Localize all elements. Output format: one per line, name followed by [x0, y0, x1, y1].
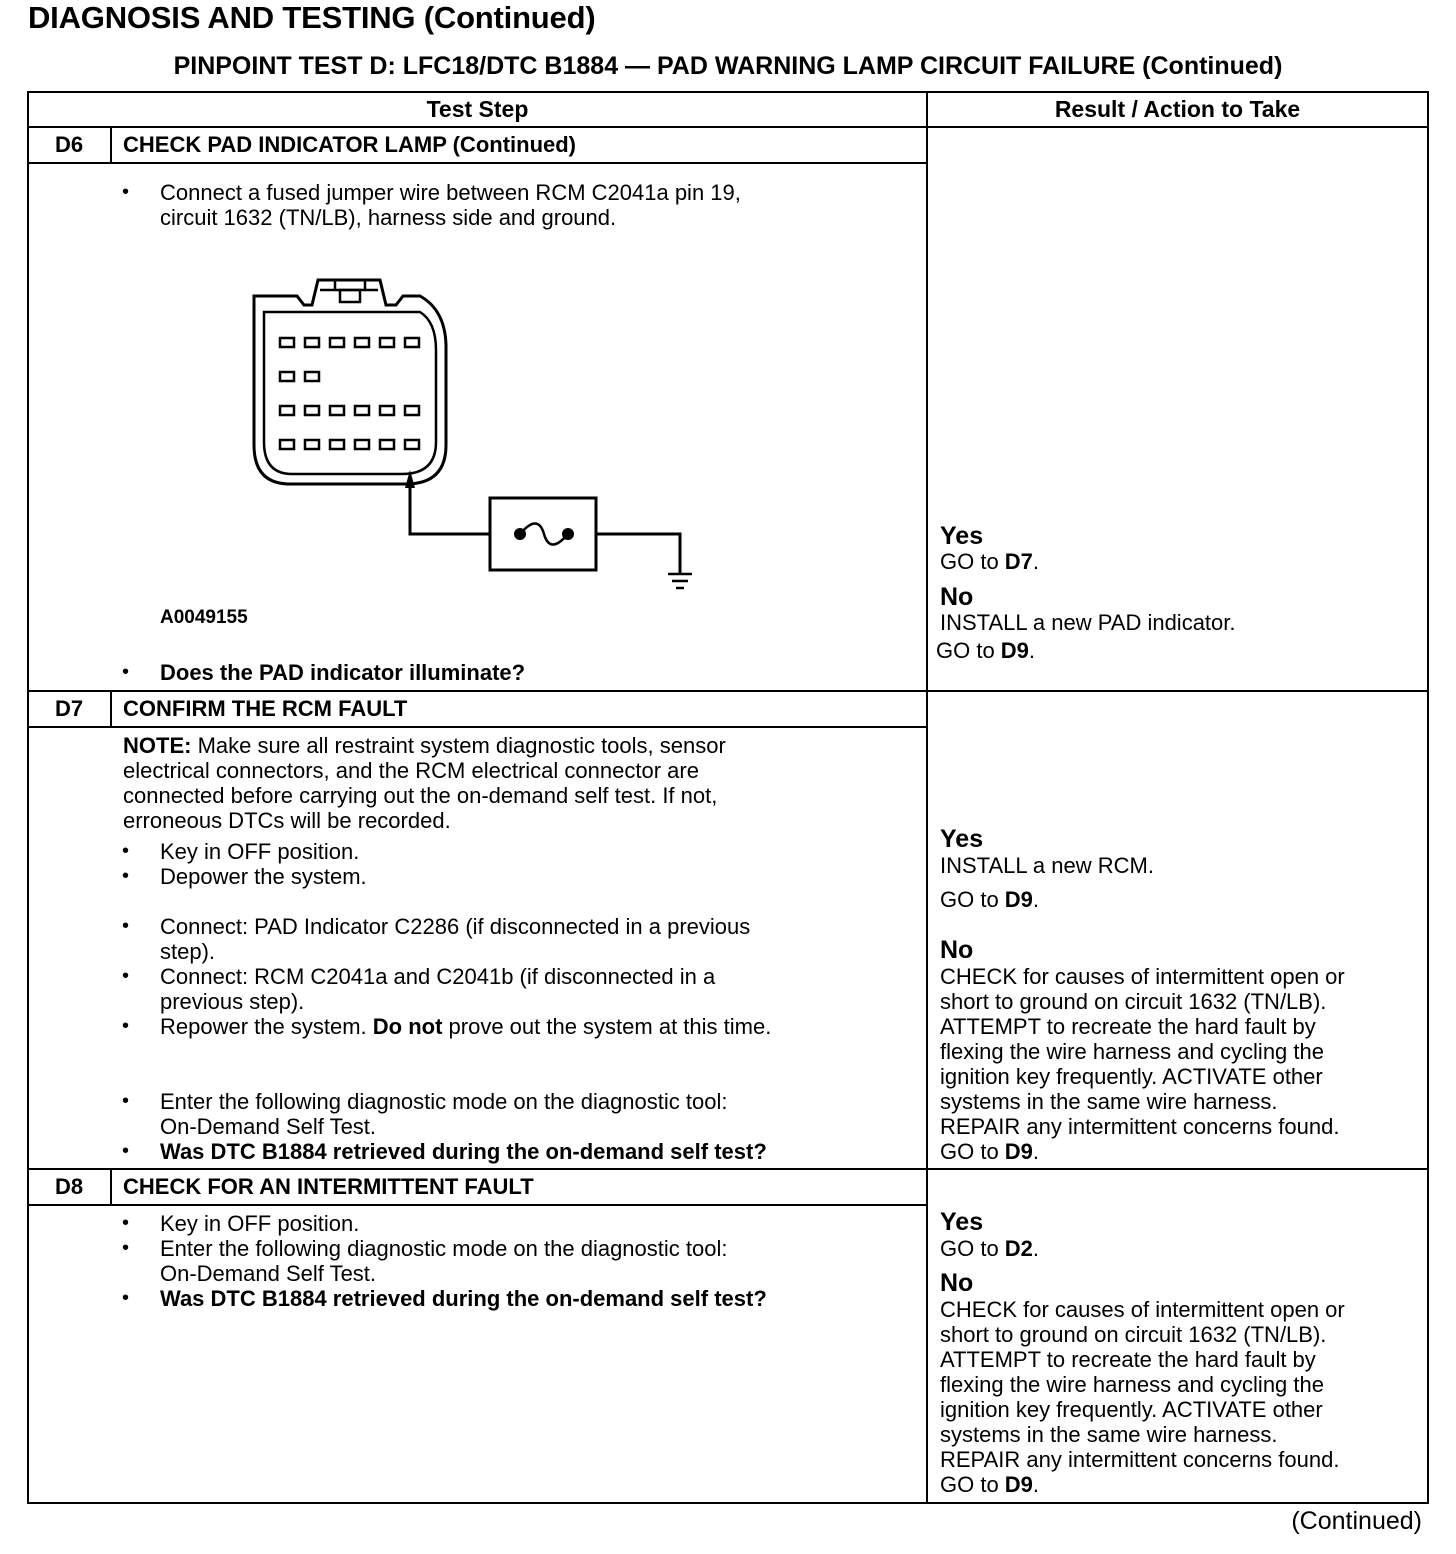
d8-item-key-off: Key in OFF position. — [160, 1211, 360, 1236]
d7-yes-goto: GO to D9. — [940, 887, 1040, 912]
goto-step: D9 — [1004, 1139, 1033, 1164]
bullet: • — [122, 1140, 130, 1162]
jumper-wire — [405, 470, 680, 574]
goto-step: D9 — [1004, 1472, 1033, 1497]
row-rule-d8 — [27, 1168, 1429, 1170]
d8-item-diag-mode-line2: On-Demand Self Test. — [160, 1261, 377, 1286]
d6-no-goto: GO to D9. — [936, 638, 1036, 663]
step-title-d7: CONFIRM THE RCM FAULT — [123, 696, 408, 721]
bullet: • — [122, 1090, 130, 1112]
d7-note-line1: NOTE: Make sure all restraint system diagnostic tools, sensor — [123, 733, 726, 758]
goto-step: D2 — [1004, 1236, 1033, 1261]
d7-no-line: short to ground on circuit 1632 (TN/LB). — [940, 989, 1327, 1014]
table-border-left — [27, 91, 29, 1504]
goto-prefix: GO to — [940, 549, 1005, 574]
step-id-d7: D7 — [54, 696, 84, 721]
d8-no-action — [940, 1297, 1420, 1497]
bullet: • — [122, 840, 130, 862]
d6-yes-label: Yes — [940, 522, 984, 550]
d8-item-diag-mode-line1: Enter the following diagnostic mode on the diagnostic tool: — [160, 1236, 728, 1261]
goto-step: D7 — [1004, 549, 1033, 574]
goto-prefix: GO to — [940, 887, 1005, 912]
connector-jumper-diagram — [240, 270, 710, 600]
bullet: • — [122, 1212, 130, 1234]
d7-title-rule — [27, 726, 927, 728]
d8-no-goto: GO to D9. — [940, 1472, 1040, 1497]
d8-yes-goto: GO to D2. — [940, 1236, 1040, 1261]
d7-question: Was DTC B1884 retrieved during the on-demand self test? — [160, 1139, 767, 1164]
d7-item-repower: Repower the system. Do not prove out the system at this time. — [160, 1014, 772, 1039]
ground-symbol — [668, 574, 692, 588]
d7-item-connect-rcm-line1: Connect: RCM C2041a and C2041b (if disconnected in a — [160, 964, 716, 989]
row-rule-d7 — [27, 690, 1429, 692]
d7-id-divider — [110, 690, 112, 728]
table-border-bottom — [27, 1502, 1429, 1504]
header-rule — [27, 126, 1429, 128]
d7-note-line3: connected before carrying out the on-demand self test. If not, — [123, 783, 718, 808]
d6-title-rule — [27, 162, 927, 164]
column-divider — [926, 91, 928, 1504]
d7-no-line: ignition key frequently. ACTIVATE other — [940, 1064, 1323, 1089]
d7-item-diag-mode — [160, 1089, 900, 1139]
d8-no-line: CHECK for causes of intermittent open or — [940, 1297, 1345, 1322]
d8-yes-label: Yes — [940, 1208, 984, 1236]
figure-id: A0049155 — [160, 607, 248, 628]
step-title-d6: CHECK PAD INDICATOR LAMP (Continued) — [123, 132, 577, 157]
step-id-d6: D6 — [54, 132, 84, 157]
d7-item-diag-mode-line2: On-Demand Self Test. — [160, 1114, 377, 1139]
d8-no-line: ignition key frequently. ACTIVATE other — [940, 1397, 1323, 1422]
goto-prefix: GO to — [940, 1472, 1005, 1497]
note-label: NOTE: — [123, 733, 192, 758]
goto-prefix: GO to — [940, 1139, 1005, 1164]
d6-instruction — [160, 180, 900, 230]
bullet: • — [122, 965, 130, 987]
column-header-test-step: Test Step — [426, 96, 529, 122]
d6-id-divider — [110, 126, 112, 164]
d6-instruction-line2: circuit 1632 (TN/LB), harness side and ground. — [160, 205, 617, 230]
continued-label: (Continued) — [1291, 1507, 1422, 1535]
d7-item-connect-pad-line1: Connect: PAD Indicator C2286 (if disconnected in a previous — [160, 914, 751, 939]
d7-yes-label: Yes — [940, 825, 984, 853]
d7-item-connect-rcm-line2: previous step). — [160, 989, 305, 1014]
step-title-d8: CHECK FOR AN INTERMITTENT FAULT — [123, 1174, 534, 1199]
goto-prefix: GO to — [936, 638, 1001, 663]
step-id-d8: D8 — [54, 1174, 84, 1199]
bullet: • — [122, 181, 130, 203]
d8-question: Was DTC B1884 retrieved during the on-demand self test? — [160, 1286, 767, 1311]
d6-no-label: No — [940, 583, 974, 611]
d7-no-goto: GO to D9. — [940, 1139, 1040, 1164]
d7-item-connect-pad-line2: step). — [160, 939, 216, 964]
bullet: • — [122, 661, 130, 683]
d6-no-action: INSTALL a new PAD indicator. — [940, 610, 1236, 635]
d8-no-label: No — [940, 1269, 974, 1297]
d7-no-action — [940, 964, 1420, 1164]
d8-title-rule — [27, 1204, 927, 1206]
goto-prefix: GO to — [940, 1236, 1005, 1261]
bullet: • — [122, 865, 130, 887]
bullet: • — [122, 1015, 130, 1037]
d7-item-key-off: Key in OFF position. — [160, 839, 360, 864]
bullet: • — [122, 915, 130, 937]
d7-item-diag-mode-line1: Enter the following diagnostic mode on the diagnostic tool: — [160, 1089, 728, 1114]
d8-no-line: ATTEMPT to recreate the hard fault by — [940, 1347, 1316, 1372]
d8-item-diag-mode — [160, 1236, 900, 1286]
d7-note-line4: erroneous DTCs will be recorded. — [123, 808, 451, 833]
d7-no-line: flexing the wire harness and cycling the — [940, 1039, 1324, 1064]
table-border-top — [27, 91, 1429, 93]
bullet: • — [122, 1287, 130, 1309]
d7-note — [123, 733, 913, 833]
d7-item-depower: Depower the system. — [160, 864, 367, 889]
goto-step: D9 — [1004, 887, 1033, 912]
goto-step: D9 — [1000, 638, 1029, 663]
do-not-emphasis: Do not — [372, 1014, 443, 1039]
pinpoint-test-title: PINPOINT TEST D: LFC18/DTC B1884 — PAD WARNING LAMP CIRCUIT FAILURE (Continued) — [173, 52, 1283, 80]
d8-no-line: systems in the same wire harness. — [940, 1422, 1278, 1447]
connector-pins — [280, 338, 419, 449]
d6-yes-action: GO to D7. — [940, 549, 1040, 574]
d6-instruction-line1: Connect a fused jumper wire between RCM C2041a pin 19, — [160, 180, 741, 205]
table-border-right — [1427, 91, 1429, 1504]
page-title: DIAGNOSIS AND TESTING (Continued) — [28, 0, 596, 35]
d8-no-line: flexing the wire harness and cycling the — [940, 1372, 1324, 1397]
column-header-result: Result / Action to Take — [1054, 96, 1301, 122]
bullet: • — [122, 1237, 130, 1259]
d7-no-label: No — [940, 936, 974, 964]
d6-question: Does the PAD indicator illuminate? — [160, 660, 526, 685]
d8-no-line: short to ground on circuit 1632 (TN/LB). — [940, 1322, 1327, 1347]
d8-no-line: REPAIR any intermittent concerns found. — [940, 1447, 1340, 1472]
d7-item-connect-pad — [160, 914, 900, 964]
d7-no-line: REPAIR any intermittent concerns found. — [940, 1114, 1340, 1139]
d8-id-divider — [110, 1168, 112, 1206]
d7-no-line: CHECK for causes of intermittent open or — [940, 964, 1345, 989]
d7-no-line: ATTEMPT to recreate the hard fault by — [940, 1014, 1316, 1039]
d7-no-line: systems in the same wire harness. — [940, 1089, 1278, 1114]
d7-yes-action: INSTALL a new RCM. — [940, 853, 1154, 878]
d7-item-connect-rcm — [160, 964, 900, 1014]
d7-note-line2: electrical connectors, and the RCM electrical connector are — [123, 758, 699, 783]
